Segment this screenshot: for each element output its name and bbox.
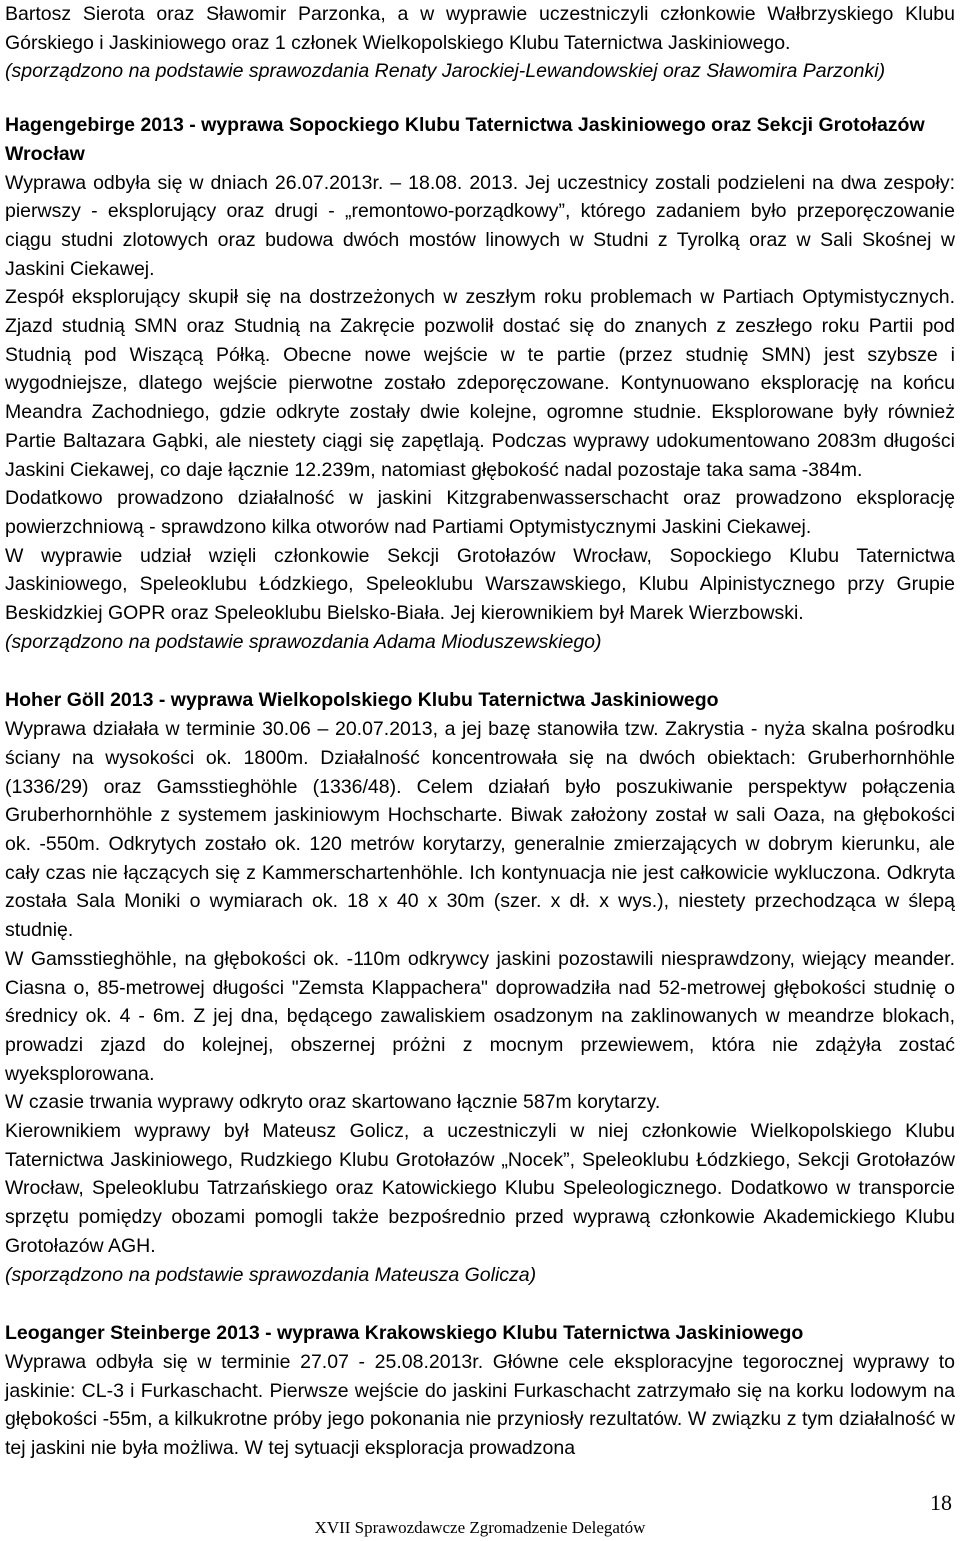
paragraph: W Gamsstieghöhle, na głębokości ok. -110m odkrywcy jaskini pozostawili niesprawdzony, wiejący meander. Ciasna o, 85-metrowej długości "Zemsta Klappachera" doprowadziła nad 52-metrowej głębokości studnię o średnicy ok. 4 - 6m. Z jej dna, będącego zawaliskiem osadzonym na zaklinowanych w meandrze blokach, prowadzi zjazd do kolejnej, obszernej próżni z mocnym przewiewem, która nie zdążyła zostać wyeksplorowana. xyxy=(5,947,955,1085)
paragraph: Wyprawa odbyła się w dniach 26.07.2013r. – 18.08. 2013. Jej uczestnicy zostali podzieleni na dwa zespoły: pierwszy - eksplorujący oraz drugi - „remontowo-porządkowy”, którego zadaniem było przeporęczowanie ciągu studni zlotowych oraz budowa dwóch mostów linowych w Studni z Tyrolką oraz w Sali Skośnej w Jaskini Ciekawej. xyxy=(5,171,955,280)
section-title: Hagengebirge 2013 - wyprawa Sopockiego Klubu Taternictwa Jaskiniowego oraz Sekcji Grotołazów Wrocław xyxy=(5,114,925,165)
document-body xyxy=(5,0,955,1463)
section-leoganger-steinberge xyxy=(5,1319,955,1463)
paragraph: Wyprawa działała w terminie 30.06 – 20.07.2013, a jej bazę stanowiła tzw. Zakrystia - nyża skalna pośrodku ściany na wysokości ok. 1800m. Działalność koncentrowała się na dwóch obiektach: Gruberhornhöhle (1336/29) oraz Gamsstieghöhle (1336/48). Celem działań było poszukiwanie perspektyw połączenia Gruberhornhöhle z systemem jaskiniowym Hochscharte. Biwak założony został w sali Oaza, na głębokości ok. -550m. Odkrytych zostało ok. 120 metrów korytarzy, generalnie zmierzających w dobrym kierunku, ale cały czas nie łączących się z Kammerschartenhöhle. Ich kontynuacja nie jest całkowicie wykluczona. Odkryta została Sala Moniki o wymiarach ok. 18 x 40 x 30m (szer. x dł. x wys.), niestety przechodząca w ślepą studnię. xyxy=(5,718,955,942)
paragraph: Zespół eksplorujący skupił się na dostrzeżonych w zeszłym roku problemach w Partiach Optymistycznych. Zjazd studnią SMN oraz Studnią na Zakręcie pozwolił dostać się do znanych z zeszłego roku Partii pod Studnią pod Wiszącą Półką. Obecne nowe wejście w te partie (przez studnię SMN) jest szybsze i wygodniejsze, dlatego wejście pierwotne zostało zdeporęczowane. Kontynuowano eksplorację na końcu Meandra Zachodniego, gdzie odkryte zostały dwie kolejne, ogromne studnie. Eksplorowane były również Partie Baltazara Gąbki, ale niestety ciągi się zapętlają. Podczas wyprawy udokumentowano 2083m długości Jaskini Ciekawej, co daje łącznie 12.239m, natomiast głębokość nadal pozostaje taka sama -384m. xyxy=(5,286,955,481)
source-note: (sporządzono na podstawie sprawozdania Mateusza Golicza) xyxy=(5,1263,537,1286)
section-title: Hoher Göll 2013 - wyprawa Wielkopolskiego Klubu Taternictwa Jaskiniowego xyxy=(5,689,719,712)
paragraph: W wyprawie udział wzięli członkowie Sekcji Grotołazów Wrocław, Sopockiego Klubu Taternictwa Jaskiniowego, Speleoklubu Łódzkiego, Speleoklubu Warszawskiego, Klubu Alpinistycznego przy Grupie Beskidzkiej GOPR oraz Speleoklubu Bielsko-Biała. Jej kierownikiem był Marek Wierzbowski. xyxy=(5,544,955,625)
source-note: (sporządzono na podstawie sprawozdania Adama Mioduszewskiego) xyxy=(5,630,602,653)
page-number: 18 xyxy=(930,1490,952,1515)
section-hagengebirge xyxy=(5,111,955,656)
intro-paragraph: Bartosz Sierota oraz Sławomir Parzonka, a w wyprawie uczestniczyli członkowie Wałbrzyskiego Klubu Górskiego i Jaskiniowego oraz 1 członek Wielkopolskiego Klubu Taternictwa Jaskiniowego. xyxy=(5,3,955,54)
page-footer: XVII Sprawozdawcze Zgromadzenie Delegatów xyxy=(314,1518,646,1537)
paragraph: Dodatkowo prowadzono działalność w jaskini Kitzgrabenwasserschacht oraz prowadzono eksplorację powierzchniową - sprawdzono kilka otworów nad Partiami Optymistycznymi Jaskini Ciekawej. xyxy=(5,487,955,538)
section-hoher-goll xyxy=(5,686,955,1289)
paragraph: Kierownikiem wyprawy był Mateusz Golicz, a uczestniczyli w niej członkowie Wielkopolskiego Klubu Taternictwa Jaskiniowego, Rudzkiego Klubu Grotołazów „Nocek”, Speleoklubu Łódzkiego, Sekcji Grotołazów Wrocław, Speleoklubu Tatrzańskiego oraz Katowickiego Klubu Speleologicznego. Dodatkowo w transporcie sprzętu pomiędzy obozami pomogli także bezpośrednio przed wyprawą członkowie Akademickiego Klubu Grotołazów AGH. xyxy=(5,1120,955,1257)
section-title: Leoganger Steinberge 2013 - wyprawa Krakowskiego Klubu Taternictwa Jaskiniowego xyxy=(5,1322,804,1345)
intro-source-note: (sporządzono na podstawie sprawozdania Renaty Jarockiej-Lewandowskiej oraz Sławomira Parzonki) xyxy=(5,60,886,83)
paragraph: Wyprawa odbyła się w terminie 27.07 - 25.08.2013r. Główne cele eksploracyjne tegorocznej wyprawy to jaskinie: CL-3 i Furkaschacht. Pierwsze wejście do jaskini Furkaschacht zatrzymało się na korku lodowym na głębokości -55m, a kilkukrotne próby jego pokonania nie przyniosły rezultatów. W związku z tym działalność w tej jaskini nie była możliwa. W tej sytuacji eksploracja prowadzona xyxy=(5,1350,955,1460)
paragraph: W czasie trwania wyprawy odkryto oraz skartowano łącznie 587m korytarzy. xyxy=(5,1091,661,1114)
